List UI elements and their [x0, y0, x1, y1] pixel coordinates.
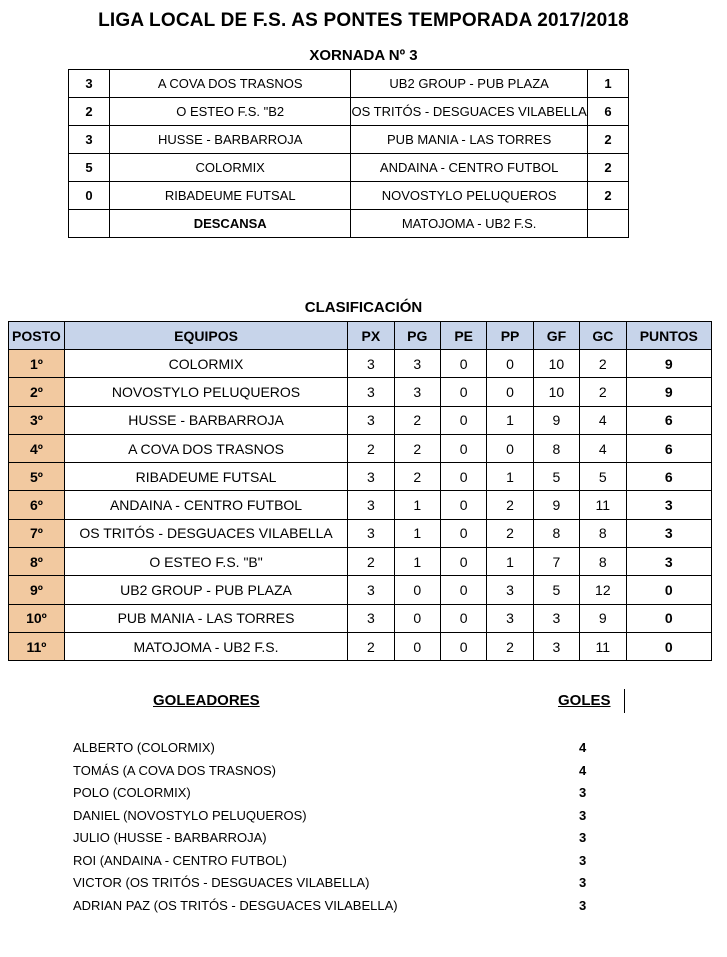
gc-cell: 2: [580, 378, 626, 406]
matchday-title: XORNADA Nº 3: [309, 47, 418, 64]
standings-row: [9, 350, 712, 378]
pp-cell: 1: [487, 406, 533, 434]
scorer-row: [73, 851, 633, 874]
gc-cell: 11: [580, 491, 626, 519]
fixture-row: [69, 98, 629, 126]
scorer-goals: 4: [579, 762, 587, 778]
team-cell: HUSSE - BARBARROJA: [64, 406, 347, 434]
scorer-name: TOMÁS (A COVA DOS TRASNOS): [73, 762, 276, 778]
px-cell: 3: [348, 604, 394, 632]
home-team: A COVA DOS TRASNOS: [110, 70, 351, 98]
away-team: UB2 GROUP - PUB PLAZA: [351, 70, 588, 98]
pe-cell: 0: [440, 632, 486, 660]
gc-cell: 8: [580, 548, 626, 576]
pe-cell: 0: [440, 576, 486, 604]
standings-row: [9, 548, 712, 576]
scorer-row: [73, 783, 633, 806]
position-cell: 10º: [9, 604, 65, 632]
pe-cell: 0: [440, 519, 486, 547]
gf-cell: 3: [533, 632, 579, 660]
standings-row: [9, 519, 712, 547]
gc-cell: 9: [580, 604, 626, 632]
pe-cell: 0: [440, 604, 486, 632]
gf-cell: 8: [533, 434, 579, 462]
standings-row: [9, 406, 712, 434]
pg-cell: 0: [394, 576, 440, 604]
position-cell: 7º: [9, 519, 65, 547]
gf-cell: 10: [533, 378, 579, 406]
fixture-row: [69, 126, 629, 154]
scorer-name: DANIEL (NOVOSTYLO PELUQUEROS): [73, 807, 307, 823]
pg-cell: 2: [394, 406, 440, 434]
scorer-name: ROI (ANDAINA - CENTRO FUTBOL): [73, 852, 287, 868]
position-cell: 1º: [9, 350, 65, 378]
pp-cell: 2: [487, 632, 533, 660]
scorer-name: JULIO (HUSSE - BARBARROJA): [73, 830, 267, 845]
team-cell: ANDAINA - CENTRO FUTBOL: [64, 491, 347, 519]
away-team: ANDAINA - CENTRO FUTBOL: [351, 154, 588, 182]
gf-cell: 8: [533, 519, 579, 547]
pg-cell: 2: [394, 434, 440, 462]
standings-row: [9, 604, 712, 632]
px-cell: 3: [348, 491, 394, 519]
gf-cell: 7: [533, 548, 579, 576]
scorer-row: [73, 806, 633, 829]
fixture-row: [69, 154, 629, 182]
goals-title: GOLES: [558, 692, 611, 709]
pg-cell: 0: [394, 632, 440, 660]
px-cell: 3: [348, 350, 394, 378]
team-cell: NOVOSTYLO PELUQUEROS: [64, 378, 347, 406]
gf-cell: 5: [533, 463, 579, 491]
away-team: MATOJOMA - UB2 F.S.: [351, 210, 588, 238]
gc-cell: 2: [580, 350, 626, 378]
gc-cell: 4: [580, 406, 626, 434]
pp-cell: 2: [487, 491, 533, 519]
px-cell: 3: [348, 378, 394, 406]
standings-row: [9, 378, 712, 406]
px-cell: 3: [348, 519, 394, 547]
scorer-name: POLO (COLORMIX): [73, 785, 191, 800]
gf-cell: 10: [533, 350, 579, 378]
standings-row: [9, 434, 712, 462]
home-team: RIBADEUME FUTSAL: [110, 182, 351, 210]
scorer-row: [73, 738, 633, 761]
away-score: 2: [587, 154, 628, 182]
position-cell: 4º: [9, 434, 65, 462]
scorer-goals: 3: [579, 785, 587, 800]
gf-cell: 9: [533, 491, 579, 519]
standings-header-row: [9, 322, 712, 350]
away-team: NOVOSTYLO PELUQUEROS: [351, 182, 588, 210]
gc-cell: 4: [580, 434, 626, 462]
standings-row: [9, 491, 712, 519]
scorer-name: VICTOR (OS TRITÓS - DESGUACES VILABELLA): [73, 875, 370, 890]
points-cell: 0: [626, 576, 711, 604]
goals-divider: [624, 689, 625, 713]
team-cell: PUB MANIA - LAS TORRES: [64, 604, 347, 632]
home-score: 0: [69, 182, 110, 210]
scorer-goals: 3: [579, 852, 587, 868]
away-score: 2: [587, 182, 628, 210]
column-header: GF: [533, 322, 579, 350]
pe-cell: 0: [440, 463, 486, 491]
points-cell: 0: [626, 604, 711, 632]
pg-cell: 0: [394, 604, 440, 632]
scorer-goals: 3: [579, 807, 587, 823]
column-header: POSTO: [9, 322, 65, 350]
points-cell: 6: [626, 406, 711, 434]
pg-cell: 2: [394, 463, 440, 491]
pp-cell: 1: [487, 548, 533, 576]
home-team: HUSSE - BARBARROJA: [110, 126, 351, 154]
pe-cell: 0: [440, 406, 486, 434]
position-cell: 6º: [9, 491, 65, 519]
gf-cell: 9: [533, 406, 579, 434]
px-cell: 2: [348, 632, 394, 660]
scorer-goals: 3: [579, 875, 587, 890]
pg-cell: 3: [394, 350, 440, 378]
px-cell: 2: [348, 548, 394, 576]
pp-cell: 0: [487, 350, 533, 378]
home-score: 3: [69, 70, 110, 98]
pp-cell: 3: [487, 576, 533, 604]
pg-cell: 1: [394, 519, 440, 547]
away-score: 6: [587, 98, 628, 126]
standings-title: CLASIFICACIÓN: [304, 299, 423, 316]
column-header: PP: [487, 322, 533, 350]
away-team: PUB MANIA - LAS TORRES: [351, 126, 588, 154]
column-header: PG: [394, 322, 440, 350]
position-cell: 2º: [9, 378, 65, 406]
home-score: 3: [69, 126, 110, 154]
fixture-row: [69, 182, 629, 210]
team-cell: O ESTEO F.S. "B": [64, 548, 347, 576]
position-cell: 11º: [9, 632, 65, 660]
points-cell: 3: [626, 491, 711, 519]
scorer-name: ALBERTO (COLORMIX): [73, 740, 215, 755]
px-cell: 3: [348, 406, 394, 434]
standings-row: [9, 632, 712, 660]
position-cell: 3º: [9, 406, 65, 434]
pp-cell: 1: [487, 463, 533, 491]
team-cell: RIBADEUME FUTSAL: [64, 463, 347, 491]
gc-cell: 8: [580, 519, 626, 547]
gc-cell: 5: [580, 463, 626, 491]
standings-row: [9, 576, 712, 604]
pg-cell: 3: [394, 378, 440, 406]
pe-cell: 0: [440, 548, 486, 576]
scorer-goals: 4: [579, 740, 587, 755]
pe-cell: 0: [440, 434, 486, 462]
pg-cell: 1: [394, 491, 440, 519]
scorer-row: [73, 873, 633, 896]
px-cell: 2: [348, 434, 394, 462]
scorer-name: ADRIAN PAZ (OS TRITÓS - DESGUACES VILABELLA): [73, 897, 398, 913]
column-header: PE: [440, 322, 486, 350]
pp-cell: 3: [487, 604, 533, 632]
pe-cell: 0: [440, 350, 486, 378]
page-title: LIGA LOCAL DE F.S. AS PONTES TEMPORADA 2017/2018: [98, 10, 629, 31]
px-cell: 3: [348, 463, 394, 491]
scorer-row: [73, 828, 633, 851]
points-cell: 3: [626, 548, 711, 576]
scorer-row: [73, 896, 633, 919]
column-header: EQUIPOS: [64, 322, 347, 350]
home-team: DESCANSA: [110, 210, 351, 238]
points-cell: 9: [626, 378, 711, 406]
away-score: 2: [587, 126, 628, 154]
team-cell: COLORMIX: [64, 350, 347, 378]
standings-table: [8, 321, 712, 661]
pp-cell: 0: [487, 378, 533, 406]
home-score: 5: [69, 154, 110, 182]
team-cell: MATOJOMA - UB2 F.S.: [64, 632, 347, 660]
scorer-goals: 3: [579, 897, 587, 913]
team-cell: OS TRITÓS - DESGUACES VILABELLA: [64, 519, 347, 547]
home-team: O ESTEO F.S. "B2: [110, 98, 351, 126]
position-cell: 8º: [9, 548, 65, 576]
away-score: 1: [587, 70, 628, 98]
scorer-row: [73, 761, 633, 784]
fixture-row: [69, 210, 629, 238]
points-cell: 3: [626, 519, 711, 547]
pg-cell: 1: [394, 548, 440, 576]
scorers-list: [73, 738, 633, 918]
team-cell: A COVA DOS TRASNOS: [64, 434, 347, 462]
standings-row: [9, 463, 712, 491]
column-header: PUNTOS: [626, 322, 711, 350]
pp-cell: 2: [487, 519, 533, 547]
home-score: 2: [69, 98, 110, 126]
gf-cell: 3: [533, 604, 579, 632]
column-header: PX: [348, 322, 394, 350]
points-cell: 6: [626, 463, 711, 491]
gc-cell: 12: [580, 576, 626, 604]
points-cell: 0: [626, 632, 711, 660]
home-score: [69, 210, 110, 238]
gf-cell: 5: [533, 576, 579, 604]
fixtures-table: [68, 69, 629, 238]
fixture-row: [69, 70, 629, 98]
px-cell: 3: [348, 576, 394, 604]
home-team: COLORMIX: [110, 154, 351, 182]
points-cell: 9: [626, 350, 711, 378]
points-cell: 6: [626, 434, 711, 462]
position-cell: 5º: [9, 463, 65, 491]
column-header: GC: [580, 322, 626, 350]
away-team: OS TRITÓS - DESGUACES VILABELLA: [351, 98, 588, 126]
team-cell: UB2 GROUP - PUB PLAZA: [64, 576, 347, 604]
pe-cell: 0: [440, 378, 486, 406]
scorers-title: GOLEADORES: [153, 692, 260, 709]
pe-cell: 0: [440, 491, 486, 519]
gc-cell: 11: [580, 632, 626, 660]
pp-cell: 0: [487, 434, 533, 462]
scorer-goals: 3: [579, 830, 587, 845]
away-score: [587, 210, 628, 238]
position-cell: 9º: [9, 576, 65, 604]
